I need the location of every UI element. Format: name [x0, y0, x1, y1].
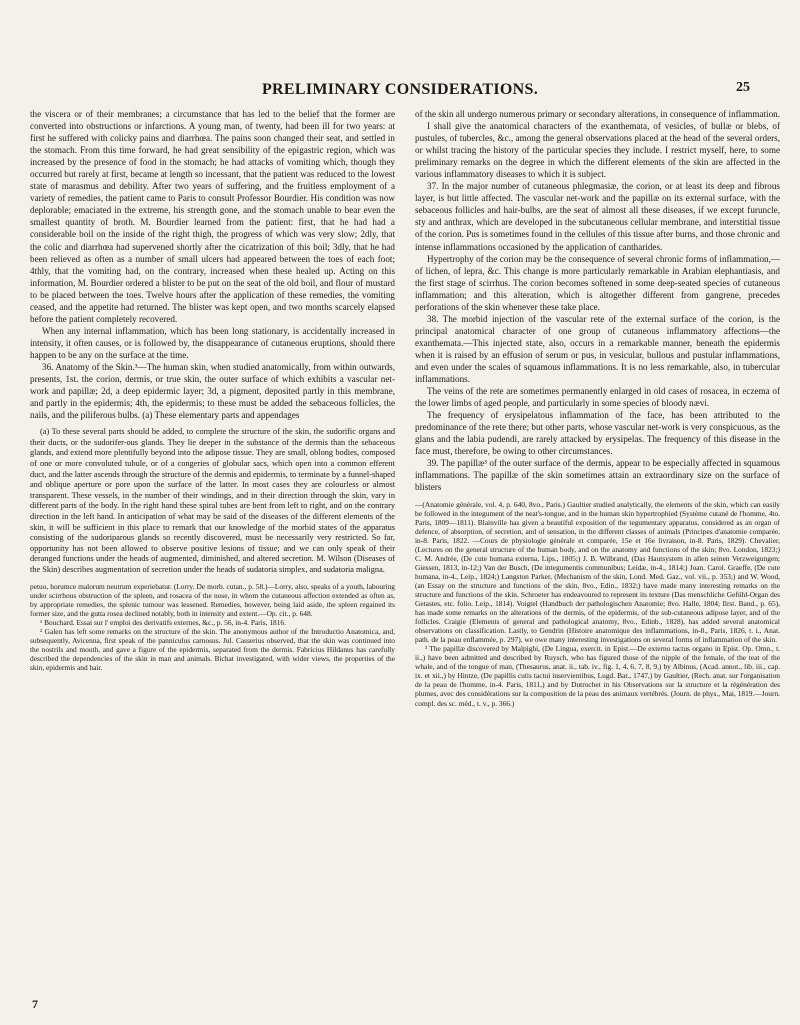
- footnote-3: ³ The papillæ discovered by Malpighi, (De Lingua, exercit. in Epist.—De externo tactus organo in Epist. Op. Omn., t. ii.,) have been admitted and described by Ruysch, who has figured those of the nipple of the female, of the teat of the whale, and of the tongue of man, (Thesaurus, anat. ii., tab. iv., fig. 1, 4, 6, 7, 8, 9,) by Albinus, (Acad. annot., lib. iii., cap. ix. et xii.,) by Hintze, (De papillis cutis tactui inservientibus, Lugd. Bat., 1747,) by Gaultier, (Rech. anat. sur l'organisation de la peau de l'homme, in-4. Paris, 1811,) and by Dutrochet in his Observations sur la structure et la régénération des plumes, avec des considérations sur la composition de la peau des animaux vertébrés. (Journ. de phys., Mai, 1819.—Journ. compl. des sc. méd., t. v., p. 366.): [415, 644, 780, 708]
- page-number: 25: [736, 80, 750, 95]
- body-paragraph: Hypertrophy of the corion may be the consequence of several chronic forms of inflammation,—of lichen, of lepra, &c. This change is more particularly remarkable in Arabian elephantiasis, and the first stage of scirrhus. The corion becomes softened in some deep-seated species of cutaneous inflammation; and this alteration, which is altogether different from gangrene, precedes perforations of the skin whenever these take place.: [415, 253, 780, 312]
- body-paragraph: I shall give the anatomical characters of the exanthemata, of vesicles, of bullæ or blebs, of pustules, of tubercles, &c., among the general observations placed at the head of the several orders, or whilst tracing the history of the particular species they include. I restrict myself, here, to some preliminary remarks on the degree in which the different elements of the skin are affected in the various inflammatory diseases to which it is subject.: [415, 121, 780, 180]
- body-paragraph: 38. The morbid injection of the vascular rete of the external surface of the corion, is the principal anatomical character of one group of cutaneous inflammatory affections—the exanthemata.—This injected state, also, occurs in a remarkable manner, beneath the epidermis when it is raised by an effusion of serum or pus, in vesicular, bullous and pustular inflammations, and even under the scales of squamous inflammations. It is no less remarkable, also, in tubercular inflammations.: [415, 313, 780, 385]
- footnote-2: ² Galen has left some remarks on the structure of the skin. The anonymous author of the Introductio Anatomica, and, subsequently, Avicenna, first speak of the panniculus carnosus. Jul. Casserius observed, that the skin was continued into the nostrils and mouth, and gave a figure of the epidermis, separated from the dermis. Fabricius Hildanus has carefully described the dependencies of the skin in man and animals. Bichat investigated, with wider views, the properties of the skin, epidermis and hair.: [30, 626, 395, 672]
- footnote-block: [30, 427, 395, 575]
- page-header: [0, 78, 800, 102]
- signature-mark: 7: [32, 997, 38, 1011]
- body-paragraph: the viscera or of their membranes; a circumstance that has led to the belief that the former are converted into obstructions or infarctions. A young man, of twenty, had been ill for two years: at first he suffered with colicky pains and diarrhœa. The pains soon changed their seat, and settled in the stomach. From this time forward, he had great sensibility of the epigastric region, which was increased by the presence of food in the stomach; he had attacks of vomiting which, though they occurred but rarely at first, became at length so incessant, that the patient was reduced to the lowest state of marasmus and debility. After two years of suffering, and the fruitless employment of a variety of remedies, the patient came to Paris to consult Professor Bourdier. His condition was now deplorable; emaciated in the extreme, his strength gone, and the stomach unable to bear even the smallest quantity of broth. M. Bourdier learned from the patient: first, that he had had a considerable boil on the inside of the right thigh, the progress of which was very slow; 2dly, that the colic and diarrhœa had supervened shortly after the cicatrization of this boil; 3dly, that he had been relieved as often as a number of small ulcers had appeared between the toes of each foot; 4thly, that the vomiting had, on the contrary, increased when these healed up. Acting on this information, M. Bourdier ordered a blister to be put on the seat of the old boil, and flour of mustard to be placed between the toes. Twelve hours after the application of these remedies, the vomiting ceased, and the appetite had returned. The blister was kept open, and two months scarcely elapsed before the patient completely recovered.: [30, 109, 395, 324]
- footnote-1: ¹ Bouchard. Essai sur l' emploi des derivatifs externes, &c., p. 56, in-4. Paris, 1816.: [40, 617, 286, 627]
- running-title: PRELIMINARY CONSIDERATIONS.: [261, 81, 538, 98]
- left-column: [30, 108, 395, 1013]
- body-paragraph: of the skin all undergo numerous primary or secondary alterations, in consequence of inflammation.: [415, 109, 780, 119]
- footnote-block: [30, 582, 395, 672]
- body-paragraph: 39. The papillæ³ of the outer surface of the dermis, appear to be especially affected in squamous inflammations. The papillæ of the skin sometimes attain an extraordinary size on the surface of blisters: [415, 458, 780, 493]
- body-paragraph: When any internal inflammation, which has been long stationary, is accidentally increased in intensity, it often causes, or is followed by, the disappearance of cutaneous eruptions, should there happen to be any on the surface at the time.: [30, 325, 395, 360]
- body-paragraph: 37. In the major number of cutaneous phlegmasiæ, the corion, or at least its deep and fibrous layer, is but little affected. The vascular net-work and the papillæ on its external surface, with the sebaceous follicles and hair-bulbs, are the seat of almost all these diseases, if we except furuncle, sty and anthrax, which are developed in the subcutaneous cellular membrane, and interstitial tissue of the corion. Pus is sometimes found in the cellules of this tissue after burns, and those chronic and intense inflammations occasioned by the application of cantharides.: [415, 181, 780, 252]
- footnote-continued: petuo, horumce malorum neutrum experiebatur. (Lorry. De morb. cutan., p. 58.)—Lorry, also, speaks of a youth, labouring under scirrhous obstruction of the spleen, and rosacea of the nose, in whom the cutaneous affection extended as often as, by appropriate remedies, the splenic tumour was lessened. Remedies, however, being laid aside, the spleen regained its former size, and the gutta rosea declined notably, both in intensity and extent.—Op. cit., p. 648.: [30, 581, 395, 618]
- footnote-continued: —(Anatomie générale, vol. 4, p. 640, 8vo., Paris.) Gaultier studied analytically, the elements of the skin, which can easily be followed in the integument of the neat's-tongue, and in the human skin hypertrophied (Système cutané de l'homme, 4to. Paris, 1809—1811). Blainville has given a beautiful exposition of the tegumentary apparatus, considered as an organ of defence, of absorption, of secretion, and of sensation, in the different classes of animals (Principes d'anatomie comparée, in-8. Paris, 1822. —Cours de physiologie générale et comparée, 15e et 16e livraison, in-8. Paris, 1829). Chevalier, (Lectures on the general structure of the human body, and on the anatomy and functions of the skin; 8vo. London, 1823;) C. M. Andrée, (De cute humana externa, Lips., 1805;) J. B. Wilbrand, (Das Hautsystem in allen seinen Verzweigungen; Giessen, 1813, in-12;) Van der Busch, (De integumentis communibus; Leidæ, in-4., 1814;) Joan. Carol. Graeffe, (De cute humana, in-4., Leip., 1824;) Langston Parker, (Mechanism of the skin, Lond. Med. Gaz., vol. vii., p. 353;) and W. Wood, (an Essay on the structure and functions of the skin, 8vo., Edin., 1832;) have made many interesting remarks on the structure and functions of the skin. Schroeter has endeavoured to represent its texture (Das menschliche Gefühl-Organ des Getastes, etc. folio. Leip., 1814). Voigtel (Handbuch der pathologischen Anatomie; 8vo. Halle, 1804; Ilrst. Band., p. 65), has made some remarks on the alterations of the dermis, of the epidermis, of the sub-cutaneous adipose layer, and of the follicles. Craigie (Elements of general and pathological anatomy, 8vo., Edinb., 1828), has added several anatomical observations on classification. Lastly, to Gendrin (Histoire anatomique des inflammations, in-8., Paris, 1826, t. i., Anat. path. de la peau enflammée, p. 297), we owe many interesting investigations on several forms of inflammation of the skin.: [415, 499, 780, 645]
- body-paragraph: 36. Anatomy of the Skin.³—The human skin, when studied anatomically, from within outwards, presents, 1st. the corion, dermis, or true skin, the outer surface of which exhibits a vascular net-work and papillæ; 2d, a deep epidermic layer; 3d, a pigment, deposited partly in this membrane, and partly in the epidermis; 4th, the epidermis; to these must be added the sebaceous follicles, the nails, and the piliferous bulbs. (a) These elementary parts and appendages: [30, 361, 395, 421]
- right-column: [415, 108, 780, 1018]
- footnote-block: [415, 500, 780, 708]
- body-paragraph: The frequency of erysipelatous inflammation of the face, has been attributed to the predominance of the rete there; but other parts, whose vascular net-work is very conspicuous, as the glans and the labia pudendi, are rarely attacked by erysipelas. The frequency of this disease in the face must, therefore, be owing to other circumstances.: [415, 410, 780, 457]
- footnote-a: (a) To these several parts should be added, to complete the structure of the skin, the sudorific organs and their ducts, or the sudorifer-ous glands. They lie deeper in the substance of the dermis than the sebaceous glands, and extend more plentifully beyond into the adipose tissue. They are small, oblong bodies, composed of one or more convoluted tubule, or of a congeries of globular sacs, which open into a common efferent duct, and the latter ascends through the structure of the dermis and epidermis, to terminate by a funnel-shaped and oblique aperture or pore upon the surface of the latter. In most cases they are colourless or almost transparent. These vessels, in the number of their windings, and in their direction through the skin, vary in different parts of the body. In the right hand these spiral tubes are bent from left to right, and on the contrary direction in the left hand. In anticipation of what may be said of the diseases of the different elements of the skin, it will be sufficient in this place to remark that our knowledge of the morbid states of the apparatus consisting of the sudoriparous glands so recently discovered, must be necessarily very restricted. So far, opportunity has not been allowed to observe positive lesions of tissue; and we can only speak of their deranged functions under the heads of augmented, diminished, and altered secretion. M. Wilson (Diseases of the Skin) describes augmentation of secretion under the heads of sudatoria simplex, and sudatoria maligna.: [30, 427, 395, 574]
- body-paragraph: The veins of the rete are sometimes permanently enlarged in old cases of rosacea, in eczema of the lower limbs of aged people, and particularly in some species of bloody nævi.: [415, 386, 780, 409]
